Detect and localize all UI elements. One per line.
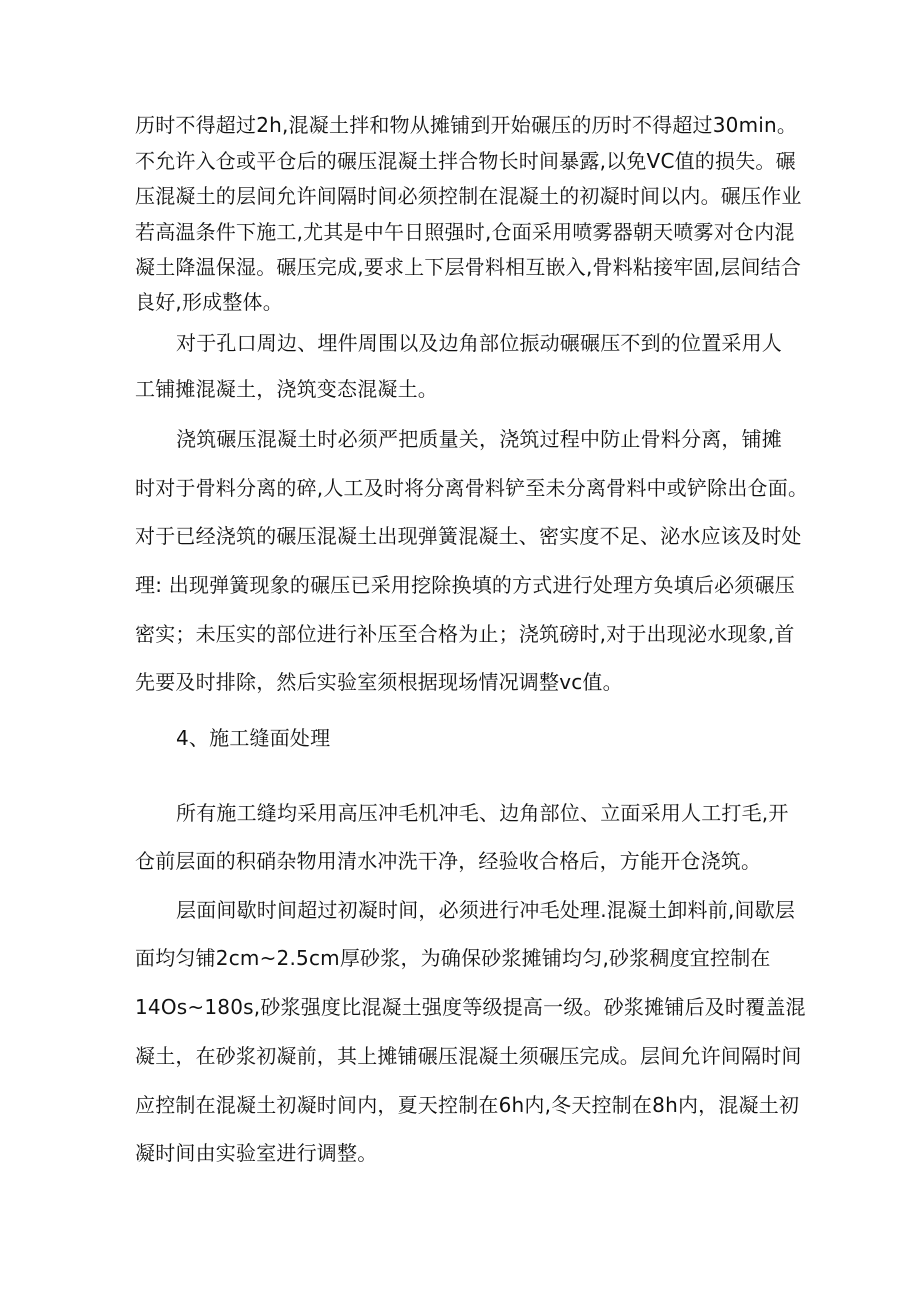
paragraph-6-line-6: 凝时间由实验室进行调整。 <box>135 1141 378 1165</box>
paragraph-1-line-2: 不允许入仓或平仓后的碾压混凝土拌合物长时间暴露,以免VC值的损失。碾 <box>135 149 796 173</box>
paragraph-6-line-2: 面均匀铺2cm~2.5cm厚砂浆，为确保砂浆摊铺均匀,砂浆稠度宜控制在 <box>135 946 771 970</box>
paragraph-2-line-2: 工铺摊混凝土，浇筑变态混凝土。 <box>135 377 438 401</box>
section-heading-4: 4、施工缝面处理 <box>176 726 331 750</box>
paragraph-3-line-1: 浇筑碾压混凝土时必须严把质量关，浇筑过程中防止骨料分离，铺摊 <box>176 427 782 451</box>
paragraph-6-line-1: 层面间歇时间超过初凝时间，必须进行冲毛处理.混凝土卸料前,间歇层 <box>176 898 796 922</box>
paragraph-3-line-6: 先要及时排除，然后实验室须根据现场情况调整vc值。 <box>135 670 623 694</box>
paragraph-1-line-4: 若高温条件下施工,尤其是中午日照强时,仓面采用喷雾器朝天喷雾对仓内混 <box>135 220 795 244</box>
paragraph-3-line-2: 时对于骨料分离的碎,人工及时将分离骨料铲至未分离骨料中或铲除出仓面。 <box>135 476 809 500</box>
paragraph-3-line-4: 理: 出现弹簧现象的碾压已采用挖除换填的方式进行处理方奂填后必须碾压 <box>135 573 795 597</box>
paragraph-5-line-2: 仓前层面的积硝杂物用清水冲洗干净，经验收合格后，方能开仓浇筑。 <box>135 849 762 873</box>
paragraph-3-line-5: 密实；未压实的部位进行补压至合格为止；浇筑磅时,对于出现泌水现象,首 <box>135 622 795 646</box>
paragraph-1-line-5: 凝土降温保湿。碾压完成,要求上下层骨料相互嵌入,骨料粘接牢固,层间结合 <box>135 255 802 279</box>
paragraph-6-line-5: 应控制在混凝土初凝时间内，夏天控制在6h内,冬天控制在8h内，混凝土初 <box>135 1093 800 1117</box>
paragraph-6-line-4: 凝土，在砂浆初凝前，其上摊铺碾压混凝土须碾压完成。层间允许间隔时间 <box>135 1044 802 1068</box>
paragraph-1-line-1: 历时不得超过2h,混凝土拌和物从摊铺到开始碾压的历时不得超过30min。 <box>135 113 798 137</box>
paragraph-6-line-3: 14Os~180s,砂浆强度比混凝土强度等级提高一级。砂浆摊铺后及时覆盖混 <box>135 995 806 1019</box>
paragraph-1-line-6: 良好,形成整体。 <box>135 290 283 314</box>
paragraph-2-line-1: 对于孔口周边、埋件周围以及边角部位振动碾碾压不到的位置采用人 <box>176 331 782 355</box>
paragraph-1-line-3: 压混凝土的层间允许间隔时间必须控制在混凝土的初凝时间以内。碾压作业 <box>135 184 802 208</box>
paragraph-3-line-3: 对于已经浇筑的碾压混凝土出现弹簧混凝土、密实度不足、泌水应该及时处 <box>135 524 802 548</box>
paragraph-5-line-1: 所有施工缝均采用高压冲毛机冲毛、边角部位、立面采用人工打毛,开 <box>176 801 789 825</box>
